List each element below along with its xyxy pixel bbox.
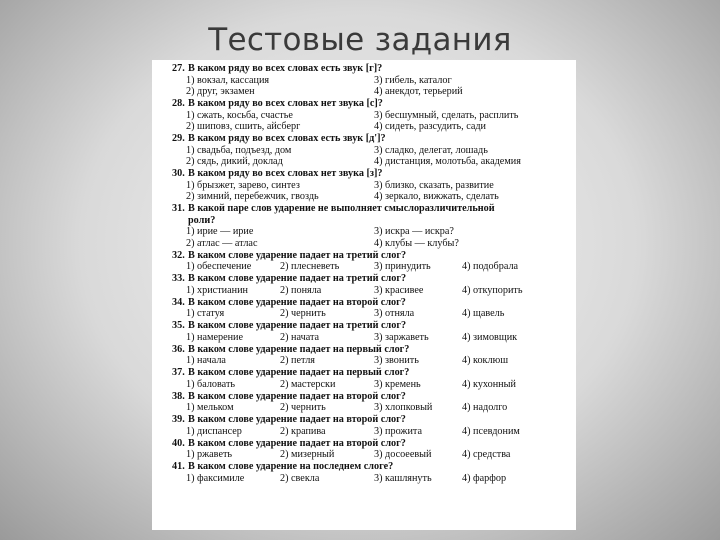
answer-option: 1) статуя (186, 308, 225, 319)
question-text: В каком слове ударение на последнем слоге? (188, 461, 394, 472)
answer-option: 1) сжать, косьба, счастье (186, 109, 293, 121)
answer-option: 1) брызжет, зарево, синтез (186, 179, 300, 191)
answer-option: 2) шиповз, сшить, айсберг (186, 121, 301, 132)
question-text: В каком слове ударение падает на третий слог? (188, 273, 407, 284)
answer-option: 4) подобрала (462, 261, 519, 272)
answer-option: 3) принудить (374, 261, 431, 272)
question-text: В каком ряду во всех словах есть звук [д']? (188, 133, 386, 144)
answer-option: 4) клубы — клубы? (374, 237, 459, 249)
answer-option: 3) звонить (374, 355, 419, 366)
question-text: В каком ряду во всех словах есть звук [г]? (188, 63, 383, 74)
answer-option: 2) мизерный (280, 449, 335, 460)
answer-option: 4) зимовщик (462, 331, 518, 343)
question-number: 36. (172, 343, 185, 355)
answer-option: 4) щавель (462, 308, 505, 319)
answer-option: 4) откупорить (462, 284, 523, 296)
answer-option: 1) баловать (186, 378, 236, 390)
answer-option: 3) кашлянуть (374, 472, 432, 484)
answer-option: 3) гибель, каталог (374, 74, 452, 86)
answer-option: 4) кухонный (462, 378, 516, 390)
answer-option: 3) досоеевый (374, 449, 432, 460)
question-number: 33. (172, 273, 185, 284)
question-text: В каком слове ударение падает на второй слог? (188, 390, 406, 402)
answer-option: 2) атлас — атлас (186, 237, 258, 249)
answer-option: 3) прожита (374, 425, 423, 437)
answer-option: 1) свадьба, подъезд, дом (186, 144, 292, 156)
answer-option: 2) мастерски (280, 378, 336, 390)
question-number: 32. (172, 249, 185, 261)
answer-option: 1) ирие — ирие (186, 226, 254, 237)
question-number: 38. (172, 390, 185, 402)
answer-option: 2) чернить (280, 402, 326, 413)
answer-option: 2) петля (280, 355, 315, 366)
question-number: 41. (172, 461, 185, 472)
question-text-continued: роли? (188, 214, 216, 226)
answer-option: 3) хлопковый (374, 402, 433, 413)
answer-option: 2) зимний, перебежчик, гвоздь (186, 191, 319, 202)
question-number: 39. (172, 414, 185, 425)
question-text: В каком слове ударение падает на третий слог? (188, 249, 407, 261)
slide-title: Тестовые задания (208, 22, 512, 58)
question-number: 31. (172, 203, 185, 214)
question-text: В каком слове ударение падает на второй слог? (188, 414, 406, 425)
question-number: 35. (172, 320, 185, 331)
answer-option: 2) свекла (280, 472, 320, 484)
question-text: В каком слове ударение падает на второй слог? (188, 437, 406, 449)
question-text: В какой паре слов ударение не выполняет смыслоразличительной (188, 203, 495, 214)
answer-option: 2) сядь, дикий, доклад (186, 156, 283, 167)
answer-option: 1) диспансер (186, 425, 242, 437)
answer-option: 3) отняла (374, 308, 415, 319)
question-number: 37. (172, 367, 185, 378)
answer-option: 1) начала (186, 355, 226, 366)
question-number: 34. (172, 296, 185, 308)
answer-option: 3) бесшумный, сделать, расплить (374, 109, 519, 121)
answer-option: 2) начата (280, 331, 320, 343)
answer-option: 3) красивее (374, 284, 424, 296)
answer-option: 2) поняла (280, 284, 322, 296)
question-text: В каком слове ударение падает на первый слог? (188, 367, 410, 378)
question-number: 30. (172, 168, 185, 179)
answer-option: 3) искра — искра? (374, 226, 454, 237)
answer-option: 4) псевдоним (462, 425, 520, 437)
answer-option: 3) заржаветь (374, 331, 429, 343)
question-text: В каком слове ударение падает на третий слог? (188, 320, 407, 331)
answer-option: 1) мельком (186, 402, 234, 413)
answer-option: 4) дистанция, молотьба, академия (374, 156, 521, 167)
answer-option: 4) коклюш (462, 355, 509, 366)
answer-option: 2) крапива (280, 425, 326, 437)
answer-option: 4) фарфор (462, 472, 507, 484)
answer-option: 1) обеспечение (186, 261, 252, 272)
answer-option: 4) сидеть, разсудить, сади (374, 121, 487, 132)
answer-option: 3) кремень (374, 378, 421, 390)
answer-option: 2) друг, экзамен (186, 86, 255, 97)
question-number: 29. (172, 133, 185, 144)
question-text: В каком слове ударение падает на второй слог? (188, 296, 406, 308)
answer-option: 4) надолго (462, 402, 508, 413)
answer-option: 4) анекдот, терьерий (374, 86, 463, 97)
question-number: 40. (172, 437, 185, 449)
answer-option: 1) намерение (186, 331, 244, 343)
answer-option: 1) ржаветь (186, 449, 233, 460)
question-text: В каком слове ударение падает на первый слог? (188, 343, 410, 355)
question-text: В каком ряду во всех словах нет звука [з]? (188, 168, 383, 179)
question-number: 27. (172, 63, 185, 74)
answer-option: 3) сладко, делегат, лошадь (374, 144, 488, 156)
question-number: 28. (172, 98, 185, 109)
answer-option: 2) чернить (280, 308, 326, 319)
answer-option: 2) плесневеть (280, 261, 340, 272)
answer-option: 1) вокзал, кассация (186, 74, 270, 86)
answer-option: 1) факсимиле (186, 472, 245, 484)
answer-option: 4) зеркало, вижжать, сделать (374, 191, 499, 202)
answer-option: 1) христианин (186, 284, 248, 296)
answer-option: 4) средства (462, 449, 511, 460)
question-text: В каком ряду во всех словах нет звука [с]? (188, 98, 383, 109)
answer-option: 3) близко, сказать, развитие (374, 179, 494, 191)
test-page-scan (152, 60, 576, 530)
